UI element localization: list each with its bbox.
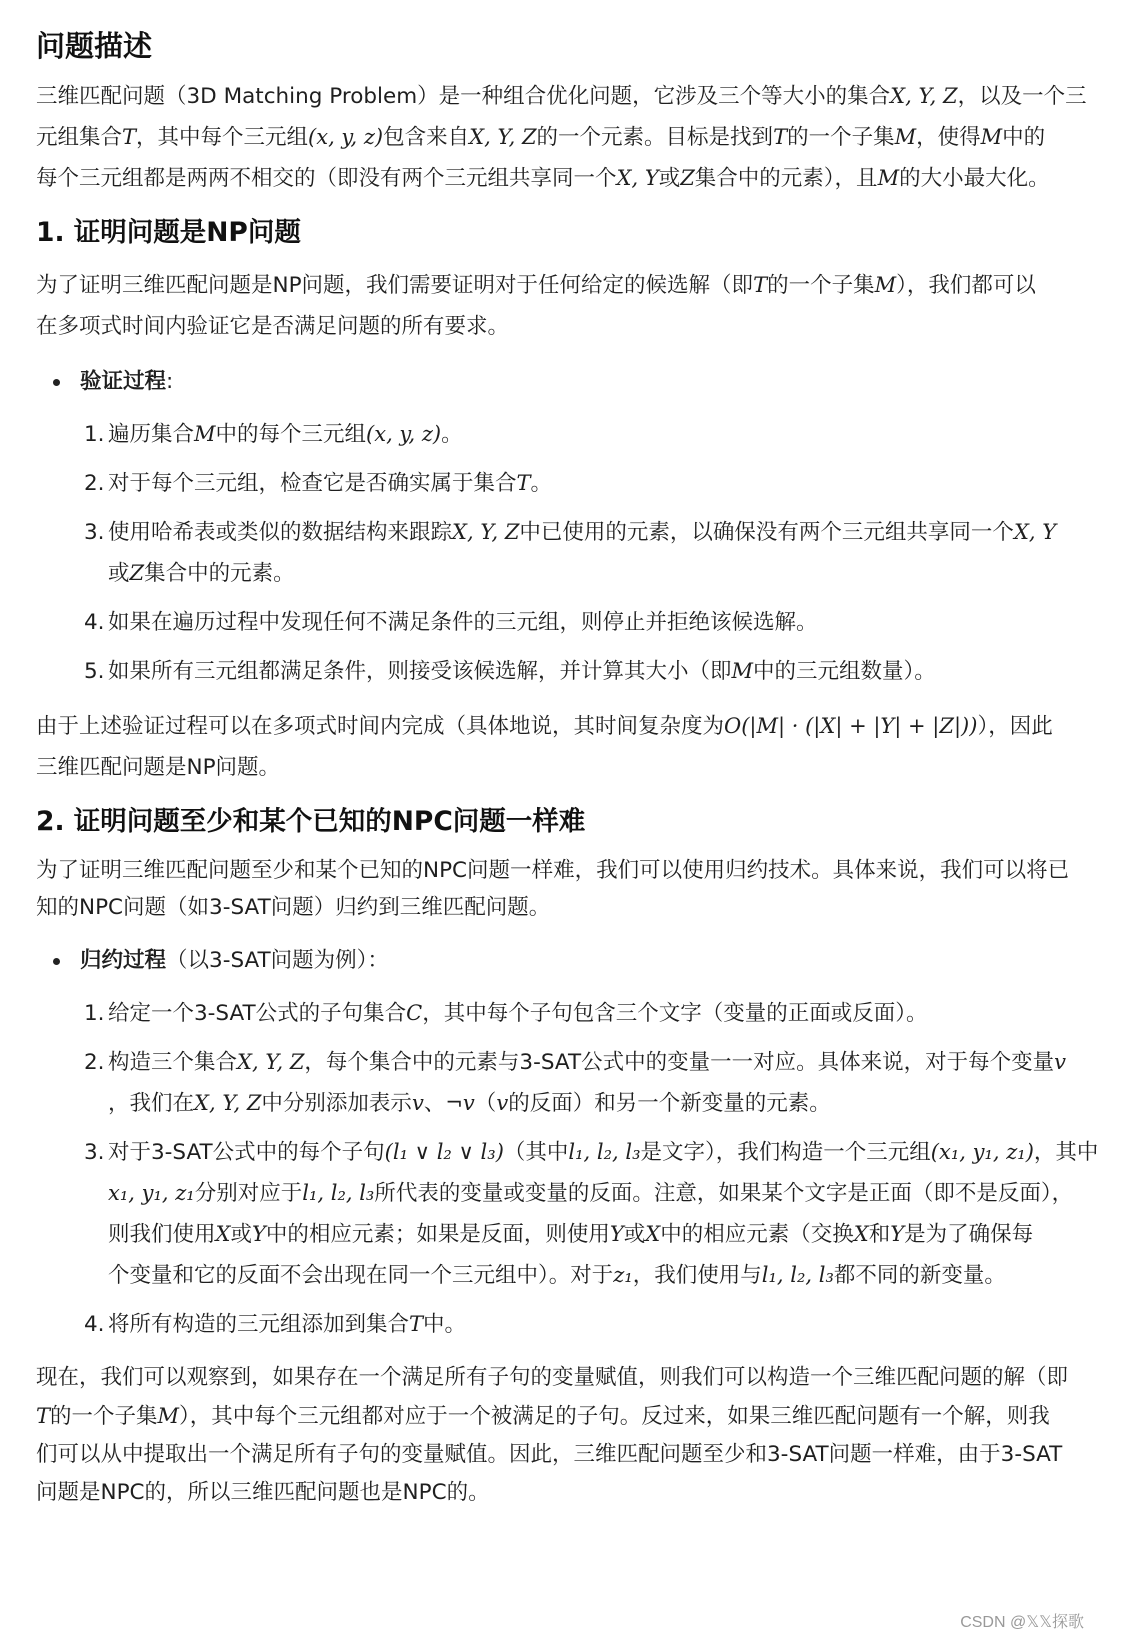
page-title: 问题描述: [36, 29, 153, 63]
bullet-bold: 归约过程: [80, 948, 167, 973]
list-item: [36, 1132, 1118, 1296]
text: 现在，我们可以观察到，如果存在一个满足所有子句的变量赋值，则我们可以构造一个三维匹配问题的解（即: [36, 1365, 1069, 1390]
text: 问题是NPC的，所以三维匹配问题也是NPC的。: [36, 1480, 490, 1505]
text: ，每个集合中的元素与3-SAT公式中的变量一一对应。具体来说，对于每个变量: [304, 1050, 1055, 1075]
text: 是为了确保每: [904, 1222, 1034, 1247]
intro-paragraph: [36, 76, 1118, 199]
text: 分别对应于: [194, 1181, 303, 1206]
math: (l₁ ∨ l₂ ∨ l₃): [384, 1140, 504, 1164]
text: ），我们都可以: [896, 273, 1036, 298]
list-item: [36, 414, 1118, 455]
math: X: [853, 1222, 869, 1246]
section-heading-2: 2. 证明问题至少和某个已知的NPC问题一样难: [36, 806, 586, 837]
verification-steps: [36, 414, 1118, 692]
text: 所代表的变量或变量的反面。注意，如果某个文字是正面（即不是反面），: [374, 1181, 1074, 1206]
list-item: [36, 993, 1118, 1034]
text: :: [166, 369, 174, 394]
text: ），其中每个三元组都对应于一个被满足的子句。反过来，如果三维匹配问题有一个解，则我: [179, 1404, 1050, 1429]
item-number: 2.: [84, 1050, 105, 1075]
text: 是文字），我们构造一个三元组: [640, 1140, 931, 1165]
text: 和: [868, 1222, 891, 1247]
bullet-item-reduction: [36, 940, 1118, 981]
math: C: [406, 1001, 423, 1025]
item-number: 2.: [84, 471, 105, 496]
text: 给定一个3-SAT公式的子句集合: [108, 1001, 407, 1026]
text: 每个三元组都是两两不相交的（即没有两个三元组共享同一个: [36, 166, 617, 191]
item-number: 3.: [84, 520, 105, 545]
text: 包含来自: [383, 125, 470, 150]
list-item: [36, 602, 1118, 643]
math: (x, y, z): [308, 125, 384, 149]
list-item: [36, 463, 1118, 504]
text: ，我们使用与: [632, 1263, 762, 1288]
item-number: 5.: [84, 659, 105, 684]
math: M: [980, 125, 1003, 149]
text: 、: [423, 1091, 446, 1116]
text: 的一个子集: [767, 273, 875, 298]
text: 。: [530, 471, 553, 496]
text: 中的相应元素；如果是反面，则使用: [265, 1222, 610, 1247]
item-number: 1.: [84, 422, 105, 447]
text: 知的NPC问题（如3-SAT问题）归约到三维匹配问题。: [36, 895, 551, 920]
text: 或: [108, 561, 130, 586]
bullet-list: [36, 940, 1118, 981]
math: M: [194, 422, 216, 446]
text: 中分别添加表示: [261, 1091, 412, 1116]
text: ，其中每个子句包含三个文字（变量的正面或反面）。: [422, 1001, 928, 1026]
math: z₁: [613, 1263, 633, 1287]
bullet-list: [36, 361, 1118, 402]
math: (x₁, y₁, z₁): [930, 1140, 1034, 1164]
math: X, Y, Z: [194, 1091, 262, 1115]
math: O(|M| · (|X| + |Y| + |Z|)): [724, 714, 978, 738]
math: M: [731, 659, 754, 683]
text: 则我们使用: [108, 1222, 216, 1247]
math: l₁, l₂, l₃: [761, 1263, 834, 1287]
list-item: [36, 1304, 1118, 1345]
text: （: [474, 1091, 497, 1116]
text: ，其中每个三元组: [136, 125, 309, 150]
math: M: [157, 1404, 180, 1428]
text: 集合中的元素。: [144, 561, 295, 586]
text: ，其中: [1033, 1140, 1099, 1165]
text: 如果所有三元组都满足条件，则接受该候选解，并计算其大小（即: [108, 659, 732, 684]
text: 由于上述验证过程可以在多项式时间内完成（具体地说，其时间复杂度为: [36, 714, 725, 739]
list-item: [36, 651, 1118, 692]
sec1-conclusion: [36, 706, 1118, 788]
math: X, Y, Z: [469, 125, 537, 149]
text: 遍历集合: [108, 422, 195, 447]
document: [36, 22, 1118, 1512]
text: ，我们在: [108, 1091, 195, 1116]
math: X, Y, Z: [237, 1050, 305, 1074]
text: ，以及一个三: [957, 84, 1087, 109]
list-item: [36, 1042, 1118, 1124]
text: 或: [623, 1222, 646, 1247]
math: Y: [609, 1222, 624, 1246]
math: v: [496, 1091, 509, 1115]
text: 对于每个三元组，检查它是否确实属于集合: [108, 471, 517, 496]
text: 个变量和它的反面不会出现在同一个三元组中）。对于: [108, 1263, 614, 1288]
item-number: 4.: [84, 1312, 105, 1337]
math: T: [753, 273, 768, 297]
text: 中。: [423, 1312, 467, 1337]
math: M: [877, 166, 900, 190]
text: 为了证明三维匹配问题是NP问题，我们需要证明对于任何给定的候选解（即: [36, 273, 754, 298]
text: 如果在遍历过程中发现任何不满足条件的三元组，则停止并拒绝该候选解。: [108, 610, 818, 635]
text: 中的相应元素（交换: [660, 1222, 854, 1247]
math: X, Y: [616, 166, 659, 190]
math: X: [645, 1222, 661, 1246]
math: M: [894, 125, 917, 149]
list-item: [36, 512, 1118, 594]
math: M: [874, 273, 897, 297]
text: 的一个子集: [787, 125, 895, 150]
text: ，使得: [916, 125, 981, 150]
text: 的一个子集: [50, 1404, 158, 1429]
math: T: [409, 1312, 424, 1336]
item-number: 1.: [84, 1001, 105, 1026]
text: 都不同的新变量。: [833, 1263, 1006, 1288]
text: 的大小最大化。: [899, 166, 1050, 191]
text: 们可以从中提取出一个满足所有子句的变量赋值。因此，三维匹配问题至少和3-SAT问题一样难，由于3-SAT: [36, 1442, 1063, 1467]
math: X, Y, Z: [890, 84, 958, 108]
math: Z: [129, 561, 145, 585]
sec2-conclusion: [36, 1359, 1118, 1512]
math: (x, y, z): [366, 422, 442, 446]
reduction-steps: [36, 993, 1118, 1345]
text: （以3-SAT问题为例）：: [166, 948, 389, 973]
math: T: [36, 1404, 51, 1428]
bullet-bold: 验证过程: [80, 369, 167, 394]
math: ¬v: [445, 1091, 475, 1115]
math: Y: [251, 1222, 266, 1246]
text: 三维匹配问题是NP问题。: [36, 755, 281, 780]
math: Z: [680, 166, 695, 190]
text: 集合中的元素），且: [694, 166, 878, 191]
math: Y: [890, 1222, 905, 1246]
text: 中已使用的元素，以确保没有两个三元组共享同一个: [519, 520, 1014, 545]
item-number: 4.: [84, 610, 105, 635]
math: T: [516, 471, 531, 495]
text: 将所有构造的三元组添加到集合: [108, 1312, 410, 1337]
text: 的反面）和另一个新变量的元素。: [508, 1091, 831, 1116]
math: x₁, y₁, z₁: [108, 1181, 195, 1205]
math: v: [1054, 1050, 1066, 1074]
math: X, Y: [1013, 520, 1057, 544]
text: 在多项式时间内验证它是否满足问题的所有要求。: [36, 314, 510, 339]
math: l₁, l₂, l₃: [568, 1140, 641, 1164]
text: 为了证明三维匹配问题至少和某个已知的NPC问题一样难，我们可以使用归约技术。具体来说，我们可以将已: [36, 858, 1070, 883]
text: 。: [441, 422, 463, 447]
text: 中的: [1002, 125, 1046, 150]
math: X, Y, Z: [452, 520, 520, 544]
text: ），因此: [977, 714, 1053, 739]
item-number: 3.: [84, 1140, 105, 1165]
sec2-paragraph: [36, 852, 1118, 926]
text: 中的三元组数量）。: [753, 659, 936, 684]
text: 使用哈希表或类似的数据结构来跟踪: [108, 520, 453, 545]
math: l₁, l₂, l₃: [302, 1181, 375, 1205]
text: 中的每个三元组: [215, 422, 367, 447]
text: 构造三个集合: [108, 1050, 238, 1075]
section-heading-1: 1. 证明问题是NP问题: [36, 217, 301, 248]
math: T: [122, 125, 137, 149]
watermark: CSDN @𝕏𝕏探歌: [960, 1614, 1084, 1631]
sec1-paragraph: [36, 265, 1118, 347]
math: v: [411, 1091, 424, 1115]
text: 对于3-SAT公式中的每个子句: [108, 1140, 385, 1165]
text: 的一个元素。目标是找到: [536, 125, 774, 150]
text: 元组集合: [36, 125, 123, 150]
text: 或: [658, 166, 681, 191]
math: T: [773, 125, 788, 149]
text: 或: [230, 1222, 252, 1247]
text: 三维匹配问题（3D Matching Problem）是一种组合优化问题，它涉及三个等大小的集合: [36, 84, 891, 109]
math: X: [215, 1222, 231, 1246]
bullet-item-verification: [36, 361, 1118, 402]
text: （其中: [503, 1140, 569, 1165]
